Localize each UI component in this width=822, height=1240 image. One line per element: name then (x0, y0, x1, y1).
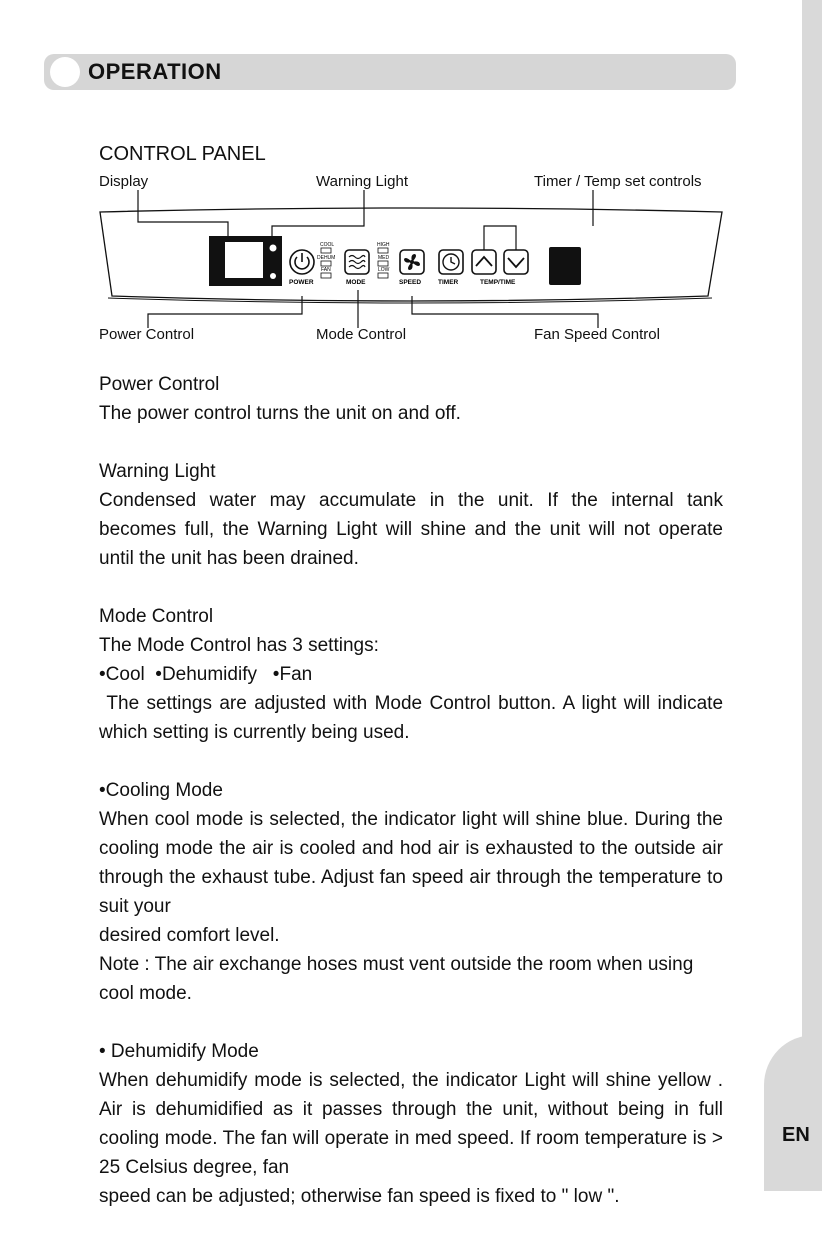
indicator-low (378, 273, 388, 278)
cooling-comfort: desired comfort level. (99, 925, 280, 946)
indicator-high (378, 248, 388, 253)
label-fan: FAN (321, 267, 331, 273)
label-temp-time: TEMP/TIME (480, 279, 516, 286)
temp-down-button (504, 250, 528, 274)
callout-timer-temp: Timer / Temp set controls (534, 173, 702, 190)
cooling-body: When cool mode is selected, the indicator light will shine blue. During the cooling mode the air is cooled and hod air is exhausted to the outside air through the exhaust tube. Adjust fan speed air through the temperature to suit your (99, 809, 723, 917)
warning-heading: Warning Light (99, 461, 216, 482)
label-low: LOW (378, 267, 390, 273)
warning-body: Condensed water may accumulate in the unit. If the internal tank becomes full, the Warning Light will shine and the unit will not operate until the unit has been drained. (99, 490, 723, 569)
label-med: MED (378, 255, 390, 261)
callout-display: Display (99, 173, 149, 190)
language-label: EN (782, 1124, 810, 1146)
language-tab (764, 1035, 822, 1191)
label-cool: COOL (320, 242, 335, 248)
label-dehum: DEHUM (317, 255, 336, 261)
control-panel-title: CONTROL PANEL (99, 143, 266, 165)
status-light-icon (270, 273, 276, 279)
power-heading: Power Control (99, 374, 220, 395)
mode-settings-list: •Cool •Dehumidify •Fan (99, 664, 313, 685)
cooling-heading: •Cooling Mode (99, 780, 223, 801)
indicator-cool (321, 248, 331, 253)
dehumidify-heading: • Dehumidify Mode (99, 1041, 259, 1062)
warning-light-icon (270, 245, 277, 252)
callout-warning-light: Warning Light (316, 173, 408, 190)
label-timer: TIMER (438, 279, 459, 286)
temp-up-button (472, 250, 496, 274)
leader-display (138, 190, 228, 236)
mode-body: The settings are adjusted with Mode Control button. A light will indicate which setting is currently being used. (99, 693, 729, 743)
indicator-dehum (321, 261, 331, 266)
cooling-note: Note : The air exchange hoses must vent outside the room when using cool mode. (99, 954, 694, 1004)
operation-text (99, 370, 729, 1240)
section-title: OPERATION (88, 59, 222, 84)
label-speed: SPEED (399, 279, 422, 286)
leader-warning (272, 190, 364, 236)
label-mode: MODE (346, 279, 366, 286)
display-window (225, 242, 263, 278)
callout-fan-speed-control: Fan Speed Control (534, 326, 660, 343)
mode-settings-intro: The Mode Control has 3 settings: (99, 635, 379, 656)
mode-button (345, 250, 369, 274)
indicator-fan (321, 273, 331, 278)
control-panel-diagram (0, 0, 822, 370)
label-power: POWER (289, 279, 314, 286)
mode-heading: Mode Control (99, 606, 214, 627)
callout-power-control: Power Control (99, 326, 195, 343)
indicator-med (378, 261, 388, 266)
power-body: The power control turns the unit on and off. (99, 403, 461, 424)
label-high: HIGH (377, 242, 390, 248)
secondary-display (549, 247, 581, 285)
callout-mode-control: Mode Control (316, 326, 407, 343)
leader-timer-branch (484, 226, 516, 250)
dehumidify-last: speed can be adjusted; otherwise fan speed is fixed to " low ". (99, 1186, 620, 1207)
dehumidify-body: When dehumidify mode is selected, the indicator Light will shine yellow . Air is dehumidified as it passes through the unit, without being in full cooling mode. The fan will operate in med speed. If room temperature is > 25 Celsius degree, fan (99, 1070, 723, 1178)
